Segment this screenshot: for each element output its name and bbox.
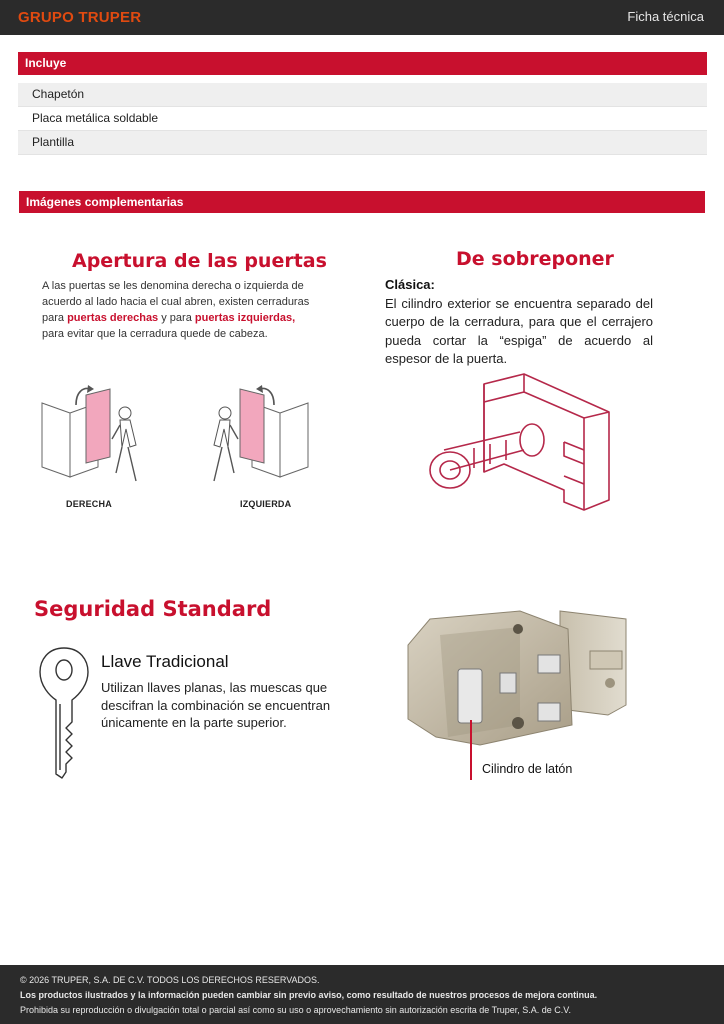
surface-mount-subtitle: Clásica:: [385, 277, 435, 292]
door-opening-text: A las puertas se les denomina derecha o izquierda de acuerdo al lado hacia el cual abren, existen cerraduras para puertas derechas y para puertas izquierdas, para evitar que la cerradura quede de cabeza.: [42, 280, 310, 340]
images-section-header: Imágenes complementarias: [19, 191, 705, 213]
header-bar: [0, 0, 724, 35]
footer-prohibition: Prohibida su reproducción o divulgación total o parcial así como su uso o aprovechamiento sin autorización escrita de Truper, S.A. de C.V.: [20, 1005, 571, 1015]
includes-header: Incluye: [18, 52, 707, 75]
key-description: Utilizan llaves planas, las muescas que descifran la combinación se encuentran únicamente en la parte superior.: [101, 680, 331, 730]
right-doors-highlight: puertas derechas: [67, 312, 159, 324]
left-doors-highlight: puertas izquierdas,: [194, 312, 296, 324]
lock-diagram: [424, 372, 614, 517]
lock-photo: [400, 605, 640, 755]
key-title: Llave Tradicional: [101, 652, 229, 671]
surface-mount-title: De sobreponer: [456, 248, 614, 270]
list-item: Placa metálica soldable: [18, 107, 707, 131]
cylinder-callout: Cilindro de latón: [482, 762, 573, 776]
doc-type-label: Ficha técnica: [627, 9, 704, 24]
list-item: Chapetón: [18, 83, 707, 107]
door-right-illustration: [40, 385, 150, 495]
list-item: Plantilla: [18, 131, 707, 155]
surface-mount-text: Clásica: El cilindro exterior se encuentra separado del cuerpo de la cerradura, para que el cerrajero pueda cortar la “espiga” de acuerdo al espesor de la puerta.: [385, 277, 653, 366]
door-right-label: DERECHA: [66, 499, 112, 509]
callout-line: [470, 720, 472, 780]
includes-list: [18, 83, 707, 155]
brand-logo: GRUPO TRUPER: [18, 9, 142, 26]
footer-copyright: © 2026 TRUPER, S.A. DE C.V. TODOS LOS DERECHOS RESERVADOS.: [20, 975, 320, 985]
footer: [0, 965, 724, 1024]
door-left-label: IZQUIERDA: [240, 499, 292, 509]
door-left-illustration: [200, 385, 310, 495]
door-opening-title: Apertura de las puertas: [72, 250, 327, 272]
key-icon: [38, 646, 90, 781]
footer-notice: Los productos ilustrados y la información pueden cambiar sin previo aviso, como resultado de nuestros procesos de mejora continua.: [20, 990, 598, 1000]
security-title: Seguridad Standard: [34, 597, 272, 621]
